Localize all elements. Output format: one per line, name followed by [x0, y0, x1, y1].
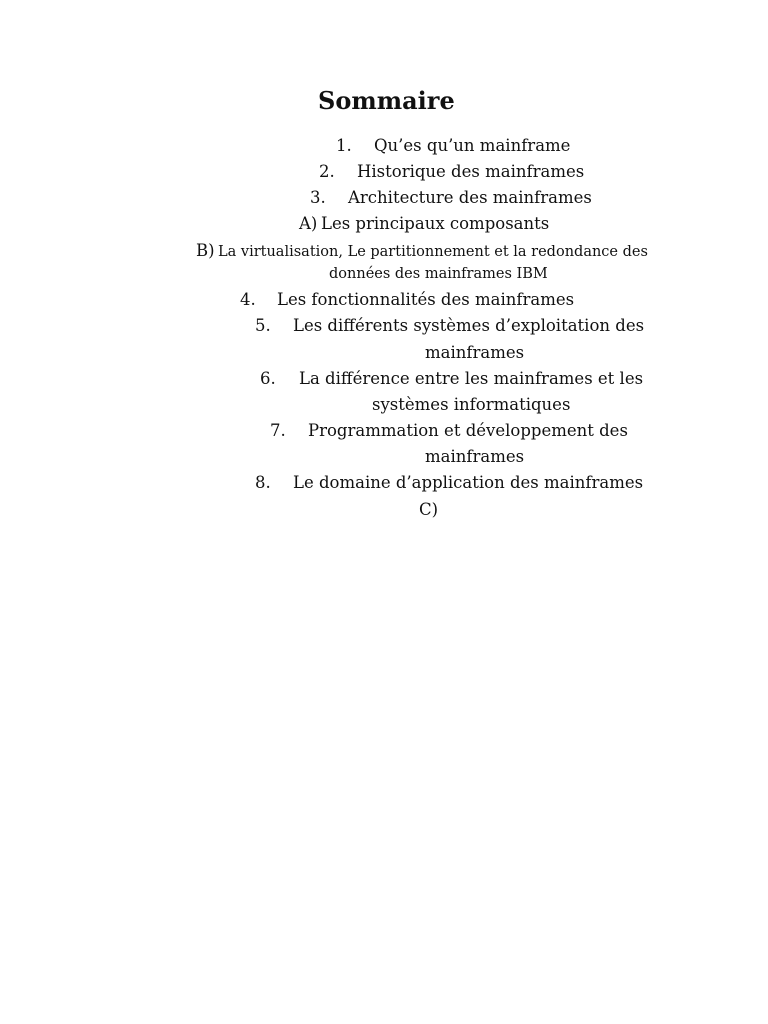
toc-item-text: La virtualisation, Le partitionnement et la redondance des [218, 244, 648, 260]
title-text: Sommaire [318, 86, 455, 115]
toc-item-letter: A) [299, 214, 318, 233]
toc-item-6-continuation: systèmes informatiques [372, 395, 571, 414]
toc-item-number: 2. [319, 162, 335, 181]
toc-item-6 [260, 369, 643, 389]
toc-item-7-continuation: mainframes [425, 447, 525, 466]
toc-item-5-continuation: mainframes [425, 343, 525, 362]
toc-item-number: 3. [310, 188, 326, 207]
toc-item-number: 7. [270, 421, 286, 440]
toc-item-text: Programmation et développement des [308, 421, 628, 440]
toc-item-number: 8. [255, 473, 271, 492]
toc-item-2 [319, 162, 584, 182]
toc-item-text: Les principaux composants [321, 214, 550, 233]
toc-item-text: Les fonctionnalités des mainframes [277, 290, 575, 309]
toc-item-8 [255, 473, 643, 493]
toc-item-text: La différence entre les mainframes et les [299, 369, 644, 388]
toc-item-number: 4. [240, 290, 256, 309]
toc-item-number: 5. [255, 316, 271, 335]
toc-item-b-continuation: données des mainframes IBM [329, 266, 548, 282]
toc-item-5 [255, 316, 644, 336]
toc-item-1 [336, 136, 570, 156]
toc-item-4 [240, 290, 574, 310]
toc-item-text: Qu’es qu’un mainframe [374, 136, 571, 155]
toc-item-number: 6. [260, 369, 276, 388]
toc-item-text: Le domaine d’application des mainframes [293, 473, 644, 492]
toc-item-letter: B) [196, 241, 215, 260]
toc-item-number: 1. [336, 136, 352, 155]
toc-item-b [196, 241, 648, 262]
toc-item-text: Architecture des mainframes [348, 188, 592, 207]
toc-item-3 [310, 188, 592, 208]
toc-item-text: Historique des mainframes [357, 162, 585, 181]
toc-item-a [299, 214, 549, 234]
toc-item-c [419, 500, 438, 520]
toc-item-7 [270, 421, 628, 441]
toc-item-text: Les différents systèmes d’exploitation des [293, 316, 645, 335]
toc-item-letter: C) [419, 500, 439, 519]
